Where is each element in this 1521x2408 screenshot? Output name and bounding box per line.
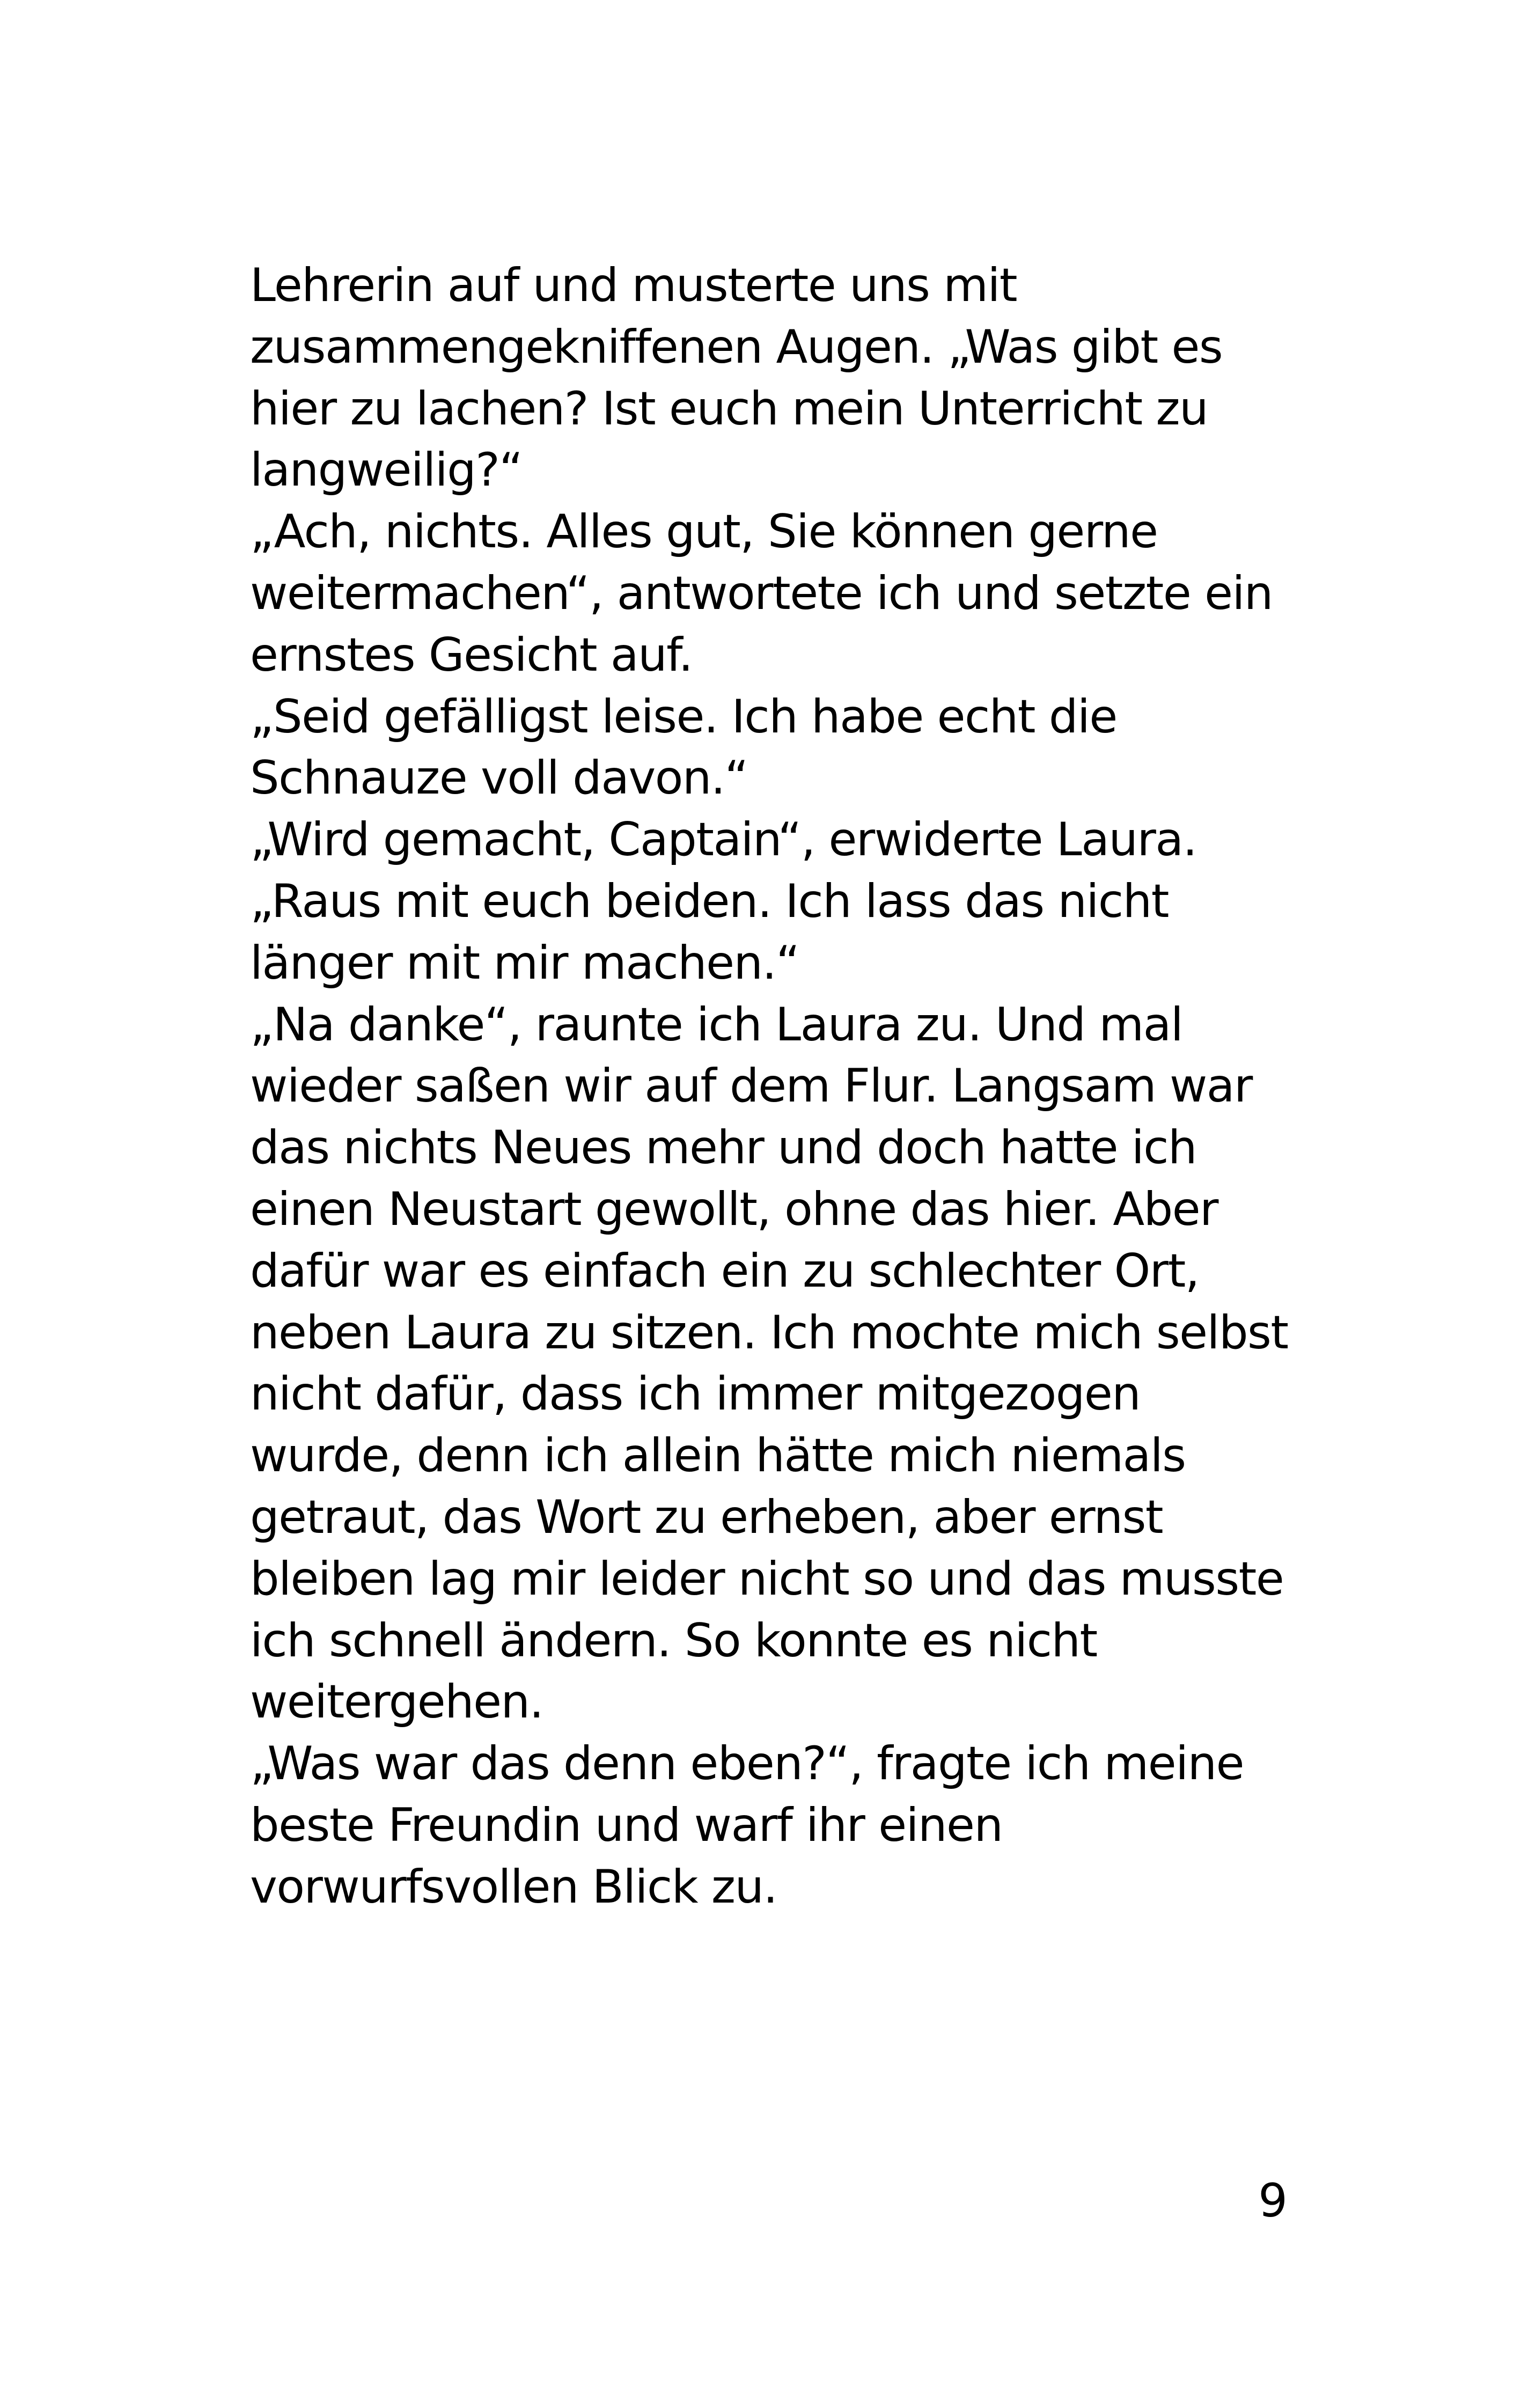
text-line: „Ach, nichts. Alles gut, Sie können gerne xyxy=(250,505,1158,559)
text-line: bleiben lag mir leider nicht so und das musste xyxy=(250,1552,1284,1606)
text-line: „Wird gemacht, Captain“, erwiderte Laura. xyxy=(250,813,1197,867)
text-line: Schnauze voll davon.“ xyxy=(250,751,748,805)
text-line: vorwurfsvollen Blick zu. xyxy=(250,1860,777,1914)
text-line: weitergehen. xyxy=(250,1675,543,1729)
text-line: das nichts Neues mehr und doch hatte ich xyxy=(250,1121,1197,1175)
text-line: hier zu lachen? Ist euch mein Unterricht zu xyxy=(250,381,1208,436)
page-number: 9 xyxy=(1258,2174,1288,2228)
text-line: ich schnell ändern. So konnte es nicht xyxy=(250,1613,1097,1668)
text-line: beste Freundin und warf ihr einen xyxy=(250,1798,1003,1852)
text-line: ernstes Gesicht auf. xyxy=(250,628,693,682)
text-line: wieder saßen wir auf dem Flur. Langsam war xyxy=(250,1059,1252,1113)
text-line: „Raus mit euch beiden. Ich lass das nicht xyxy=(250,874,1169,928)
text-line: langweilig?“ xyxy=(250,443,523,497)
text-line: weitermachen“, antwortete ich und setzte ein xyxy=(250,566,1273,620)
text-line: „Was war das denn eben?“, fragte ich meine xyxy=(250,1737,1244,1791)
body-text xyxy=(250,255,1302,1918)
text-line: neben Laura zu sitzen. Ich mochte mich selbst xyxy=(250,1305,1288,1360)
text-line: Lehrerin auf und musterte uns mit xyxy=(250,259,1017,312)
text-line: dafür war es einfach ein zu schlechter Ort, xyxy=(250,1244,1199,1298)
text-line: länger mit mir machen.“ xyxy=(250,936,799,990)
text-line: einen Neustart gewollt, ohne das hier. Aber xyxy=(250,1182,1218,1236)
text-line: nicht dafür, dass ich immer mitgezogen xyxy=(250,1367,1141,1421)
text-line: zusammengekniffenen Augen. „Was gibt es xyxy=(250,320,1223,374)
text-line: getraut, das Wort zu erheben, aber ernst xyxy=(250,1490,1163,1544)
text-line: „Seid gefälligst leise. Ich habe echt die xyxy=(250,689,1117,744)
text-line: wurde, denn ich allein hätte mich niemals xyxy=(250,1429,1186,1483)
text-line: „Na danke“, raunte ich Laura zu. Und mal xyxy=(250,997,1183,1052)
